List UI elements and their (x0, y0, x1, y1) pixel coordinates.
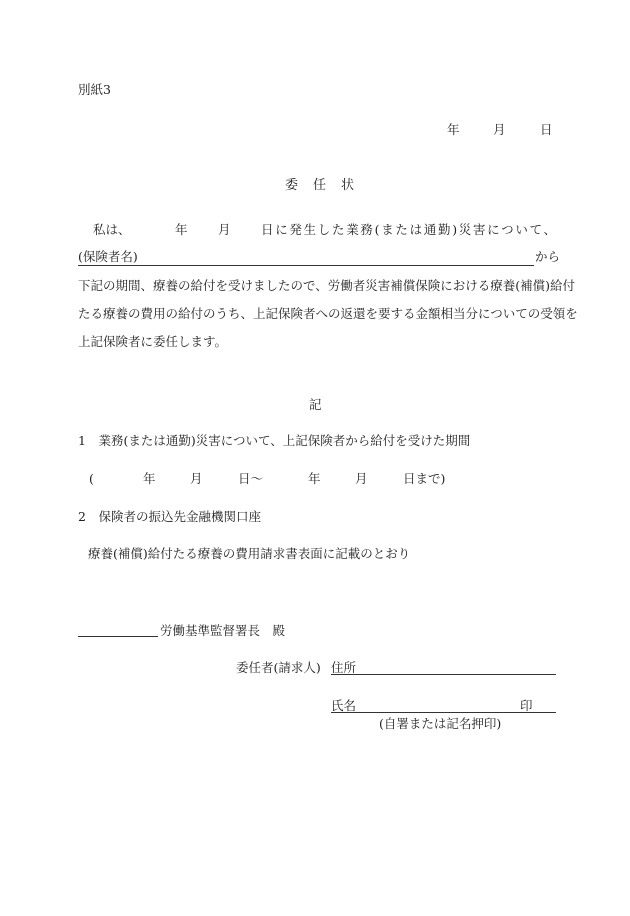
para-line1-month: 月 (218, 222, 231, 237)
date-month: 月 (493, 122, 506, 137)
address-line[interactable] (331, 674, 556, 675)
period-year1: 年 (143, 471, 156, 486)
from-text: から (535, 249, 561, 264)
period-year2: 年 (308, 471, 321, 486)
date-year: 年 (447, 122, 460, 137)
seal-mark: 印 (520, 698, 533, 713)
para-line3: 下記の期間、療養の給付を受けましたので、労働者災害補償保険における療養(補償)給付 (78, 278, 576, 293)
item2-detail: 療養(補償)給付たる療養の費用請求書表面に記載のとおり (88, 546, 411, 561)
para-line1-start: 私は、 (93, 222, 131, 237)
insurer-name-line[interactable] (78, 265, 534, 266)
addressee: 労働基準監督署長 殿 (160, 623, 286, 638)
item1-text: 1 業務(または通勤)災害について、上記保険者から給付を受けた期間 (78, 433, 471, 448)
period-month2: 月 (355, 471, 368, 486)
ki-heading: 記 (309, 397, 322, 412)
para-line1-year: 年 (175, 222, 188, 237)
para-line1-rest: 日に発生した業務(または通勤)災害について、 (261, 222, 556, 237)
office-name-line[interactable] (78, 636, 158, 637)
item2-text: 2 保険者の振込先金融機関口座 (78, 509, 261, 524)
name-line[interactable] (331, 712, 556, 713)
name-label: 氏名 (331, 698, 357, 713)
period-day1: 日～ (238, 471, 264, 486)
annex-label: 別紙3 (78, 82, 111, 97)
signature-note: (自署または記名押印) (379, 716, 502, 731)
insurer-name-label: (保険者名) (78, 249, 138, 264)
document-title: 委 任 状 (285, 178, 356, 193)
para-line4: たる療養の費用の給付のうち、上記保険者への返還を要する金額相当分についての受領を (78, 306, 578, 321)
address-label: 住所 (331, 660, 357, 675)
period-open-paren: ( (89, 471, 94, 486)
delegator-label: 委任者(請求人) (236, 660, 321, 675)
period-day2: 日まで) (403, 471, 446, 486)
date-day: 日 (540, 122, 553, 137)
period-month1: 月 (190, 471, 203, 486)
para-line5: 上記保険者に委任します。 (78, 334, 228, 349)
